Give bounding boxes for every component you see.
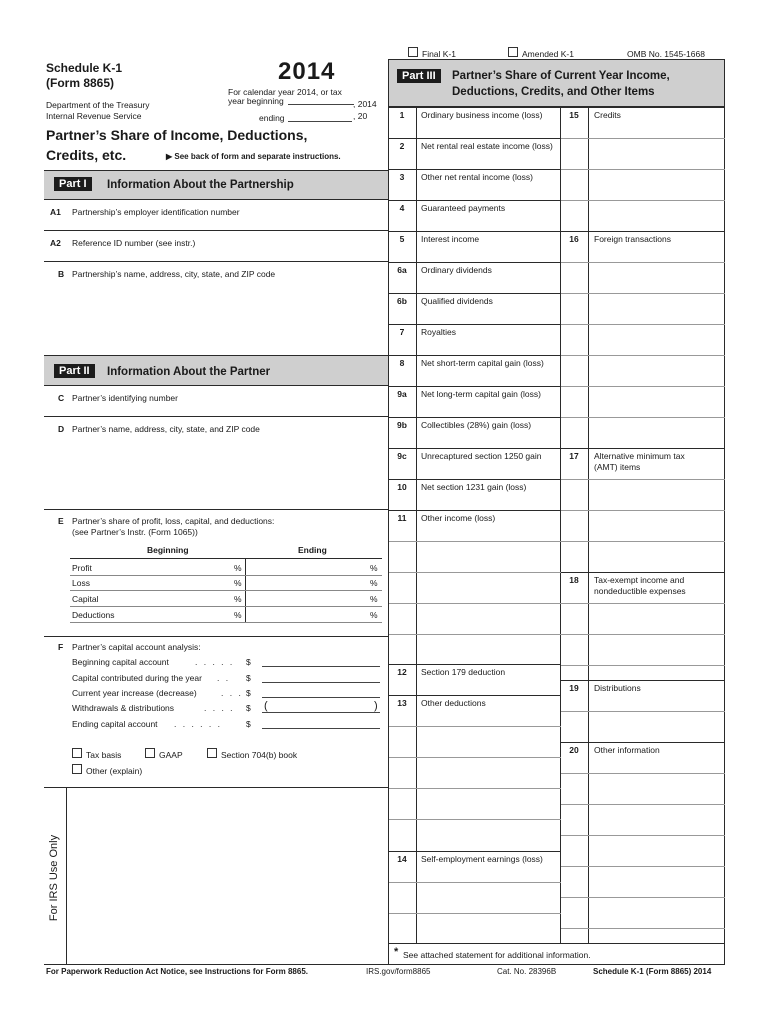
capital-row-label: Ending capital account [72,719,158,729]
dollar-sign: $ [246,719,251,729]
line-label: Qualified dividends [421,296,493,306]
line-sub-rule [561,897,725,898]
tax-basis-checkbox[interactable] [72,748,82,758]
line-number: 9a [397,389,407,399]
line-number: 2 [399,141,405,151]
line-amount-field[interactable] [417,246,560,260]
line-label: Net rental real estate income (loss) [421,141,553,151]
line-sub-rule [561,386,725,387]
ending-percent-field[interactable] [290,608,368,621]
part1-tag: Part I [54,177,92,191]
line-number: 20 [569,745,579,755]
section-704b-label: Section 704(b) book [221,750,298,760]
leader-dots: . . . . [204,703,235,713]
line-label: Collectibles (28%) gain (loss) [421,420,532,430]
dollar-sign: $ [246,703,251,713]
beginning-header: Beginning [147,545,189,555]
other-explain-checkbox[interactable] [72,764,82,774]
row-rule [70,590,382,591]
line-rule [389,355,561,356]
line-sub-rule [561,479,725,480]
line-amount-field[interactable] [417,184,560,198]
leader-dots: . . . . . . [174,719,222,729]
line-label: Ordinary business income (loss) [421,110,543,120]
line-sub-rule [561,417,725,418]
line-number: 14 [397,854,407,864]
line-rule [389,262,561,263]
line-rule [561,742,725,743]
tax-year-value: 2014 [278,58,336,85]
amended-k1-checkbox[interactable] [508,47,518,57]
b-number: B [58,269,65,279]
line-sub-rule [561,262,725,263]
line-label: Other information [594,745,660,755]
line-number: 13 [397,698,407,708]
line-rule [389,448,561,449]
a1-number: A1 [50,207,61,217]
a2-label: Reference ID number (see instr.) [72,238,196,248]
section-704b-checkbox[interactable] [207,748,217,758]
line-sub-rule [389,634,561,635]
omb-number: OMB No. 1545-1668 [627,49,705,59]
line-sub-rule [389,726,561,727]
line-rule [561,572,725,573]
year-beginning-field[interactable] [288,104,354,105]
line-number: 1 [399,110,405,120]
beginning-percent-sign: % [234,578,242,588]
capital-amount-field[interactable] [262,728,380,729]
line-number: 12 [397,667,407,677]
capital-amount-field[interactable] [262,682,380,683]
line-sub-rule [561,324,725,325]
line-number: 5 [399,234,405,244]
line-amount-field[interactable] [417,370,560,384]
line-label: Unrecaptured section 1250 gain [421,451,542,461]
footer-schedule: Schedule K-1 (Form 8865) 2014 [593,967,712,976]
f-number: F [58,642,64,652]
line-sub-rule [389,819,561,820]
line-rule [389,200,561,201]
beginning-percent-sign: % [234,563,242,573]
line-label: Other deductions [421,698,486,708]
line-amount-field[interactable] [417,277,560,291]
c-number: C [58,393,65,403]
line-label: Distributions [594,683,641,693]
line-sub-rule [389,757,561,758]
capital-row-label: Capital contributed during the year [72,673,202,683]
line-label: Interest income [421,234,480,244]
footer-url[interactable]: IRS.gov/form8865 [366,967,431,976]
line-label: Section 179 deduction [421,667,506,677]
part1-title: Information About the Partnership [107,179,294,191]
line-amount-field[interactable] [417,494,560,508]
line-sub-rule [561,773,725,774]
year-beginning-label: year beginning [228,96,284,106]
line-sub-rule [561,355,725,356]
line-sub-rule [561,835,725,836]
part2-tag: Part II [54,364,95,378]
e-label: Partner’s share of profit, loss, capital, and deductions: [72,516,275,526]
ending-percent-field[interactable] [290,592,368,605]
ending-suffix: , 20 [353,111,368,121]
line-sub-rule [561,138,725,139]
a1-label: Partnership’s employer identification number [72,207,240,217]
line-label: Net short-term capital gain (loss) [421,358,544,368]
capital-row-label: Withdrawals & distributions [72,703,175,713]
beginning-percent-sign: % [234,610,242,620]
line-amount-field[interactable] [589,474,724,488]
a2-number: A2 [50,238,61,248]
line-rule [389,695,561,696]
line-sub-rule [561,510,725,511]
final-k1-checkbox[interactable] [408,47,418,57]
share-row-label: Deductions [72,610,115,620]
line-rule [389,107,561,108]
line-sub-rule [561,603,725,604]
line-label: Ordinary dividends [421,265,492,275]
part3-title-line1: Partner’s Share of Current Year Income, [452,70,670,82]
ending-percent-sign: % [370,578,378,588]
beginning-percent-field[interactable] [150,576,230,589]
share-row-label: Capital [72,594,99,604]
catalog-number: Cat. No. 28396B [497,967,557,976]
line-rule [389,479,561,480]
d-number: D [58,424,65,434]
ending-percent-sign: % [370,563,378,573]
line-amount-field[interactable] [417,432,560,446]
line-sub-rule [389,913,561,914]
line-amount-field[interactable] [417,122,560,136]
line-number: 17 [569,451,579,461]
line-number: 19 [569,683,579,693]
line-amount-field[interactable] [417,215,560,229]
part3-tag: Part III [397,69,441,83]
line-rule [561,448,725,449]
line-number: 18 [569,575,579,585]
ending-percent-field[interactable] [290,576,368,589]
line-number: 16 [569,234,579,244]
line-number: 8 [399,358,405,368]
line-rule [389,138,561,139]
dollar-sign: $ [246,688,251,698]
e-label-note: (see Partner’s Instr. (Form 1065)) [72,527,198,537]
line-amount-field[interactable] [589,706,724,720]
other-explain-label: Other (explain) [86,766,143,776]
line-label-cont: (AMT) items [594,462,641,472]
share-row-label: Loss [72,578,90,588]
line-sub-rule [561,804,725,805]
line-sub-rule [561,200,725,201]
irs-name: Internal Revenue Service [46,111,142,121]
leader-dots: . . . [221,688,243,698]
line-amount-field[interactable] [417,710,560,724]
ending-percent-sign: % [370,610,378,620]
line-rule [389,293,561,294]
line-amount-field[interactable] [589,133,724,147]
dollar-sign: $ [246,673,251,683]
line-sub-rule [561,665,725,666]
statement-note: See attached statement for additional information. [403,950,591,960]
line-rule [389,510,561,511]
ending-percent-sign: % [370,594,378,604]
line-number: 10 [397,482,407,492]
line-sub-rule [389,882,561,883]
calendar-line: For calendar year 2014, or tax [228,87,342,97]
part3-title-line2: Deductions, Credits, and Other Items [452,86,655,98]
beginning-percent-field[interactable] [150,592,230,605]
line-rule [389,417,561,418]
line-rule [389,386,561,387]
line-sub-rule [561,866,725,867]
capital-row-label: Beginning capital account [72,657,169,667]
line-label: Other income (loss) [421,513,496,523]
line-amount-field[interactable] [417,866,560,880]
line-amount-field[interactable] [589,598,724,612]
line-rule [561,680,725,681]
form-number: (Form 8865) [46,76,115,90]
capital-row-label: Current year increase (decrease) [72,688,197,698]
line-rule [561,231,725,232]
line-rule [561,107,725,108]
line-label: Royalties [421,327,456,337]
tax-year [278,58,335,86]
line-number: 4 [399,203,405,213]
leader-dots: . . [217,673,231,683]
line-sub-rule [389,603,561,604]
paperwork-notice: For Paperwork Reduction Act Notice, see Instructions for Form 8865. [46,967,308,976]
line-number: 15 [569,110,579,120]
line-rule [389,851,561,852]
capital-amount-field[interactable] [262,712,380,713]
line-label: Alternative minimum tax [594,451,685,461]
line-sub-rule [389,788,561,789]
line-amount-field[interactable] [417,679,560,693]
withdrawals-paren-open: ( [264,700,268,712]
line-number: 9b [397,420,407,430]
beginning-percent-sign: % [234,594,242,604]
beginning-percent-field[interactable] [150,561,230,574]
line-number: 6b [397,296,407,306]
line-label: Self-employment earnings (loss) [421,854,543,864]
ending-header: Ending [298,545,327,555]
line-amount-field[interactable] [417,525,560,539]
b-label: Partnership’s name, address, city, state, and ZIP code [72,269,276,279]
dollar-sign: $ [246,657,251,667]
beginning-percent-field[interactable] [150,608,230,621]
line-rule [389,664,561,665]
line-number: 7 [399,327,405,337]
line-sub-rule [561,169,725,170]
irs-use-only-label: For IRS Use Only [48,834,60,922]
line-label: Guaranteed payments [421,203,506,213]
line-amount-field[interactable] [417,153,560,167]
line-sub-rule [561,541,725,542]
line-sub-rule [561,293,725,294]
statement-asterisk: * [394,946,399,958]
line-label: Net long-term capital gain (loss) [421,389,541,399]
ending-label: ending [259,113,285,123]
row-rule [70,606,382,607]
capital-amount-field[interactable] [262,697,380,698]
e-number: E [58,516,64,526]
line-label: Other net rental income (loss) [421,172,533,182]
line-sub-rule [561,928,725,929]
f-label: Partner’s capital account analysis: [72,642,201,652]
line-sub-rule [561,711,725,712]
ending-percent-field[interactable] [290,561,368,574]
line-amount-field[interactable] [589,768,724,782]
dept-treasury: Department of the Treasury [46,100,150,110]
ending-field[interactable] [288,121,352,122]
tax-basis-label: Tax basis [86,750,122,760]
form-title-line2: Credits, etc. [46,147,127,163]
capital-amount-field[interactable] [262,666,380,667]
line-amount-field[interactable] [417,401,560,415]
line-sub-rule [389,541,561,542]
line-sub-rule [389,572,561,573]
amended-k1-label: Amended K-1 [522,49,574,59]
part2-title: Information About the Partner [107,366,271,378]
c-label: Partner’s identifying number [72,393,178,403]
line-rule [389,231,561,232]
line-rule [389,324,561,325]
d-label: Partner’s name, address, city, state, and ZIP code [72,424,260,434]
withdrawals-paren-close: ) [374,700,378,712]
schedule-title: Schedule K-1 [46,61,123,75]
line-amount-field[interactable] [417,463,560,477]
final-k1-label: Final K-1 [422,49,457,59]
share-row-label: Profit [72,563,92,573]
form-title-line1: Partner’s Share of Income, Deductions, [46,127,308,143]
line-label: Tax-exempt income and [594,575,685,585]
line-sub-rule [561,634,725,635]
line-number: 6a [397,265,407,275]
line-label: Foreign transactions [594,234,672,244]
year-suffix: , 2014 [353,99,377,109]
line-number: 11 [397,513,407,523]
line-label-cont: nondeductible expenses [594,586,686,596]
line-number: 9c [397,451,407,461]
line-number: 3 [399,172,405,182]
row-rule [70,622,382,623]
line-amount-field[interactable] [589,257,724,271]
line-amount-field[interactable] [417,308,560,322]
gaap-label: GAAP [159,750,183,760]
line-label: Credits [594,110,621,120]
leader-dots: . . . . . [195,657,235,667]
line-rule [389,169,561,170]
line-label: Net section 1231 gain (loss) [421,482,527,492]
line-amount-field[interactable] [417,339,560,353]
gaap-checkbox[interactable] [145,748,155,758]
see-back-note: ▶ See back of form and separate instructions. [166,152,341,161]
